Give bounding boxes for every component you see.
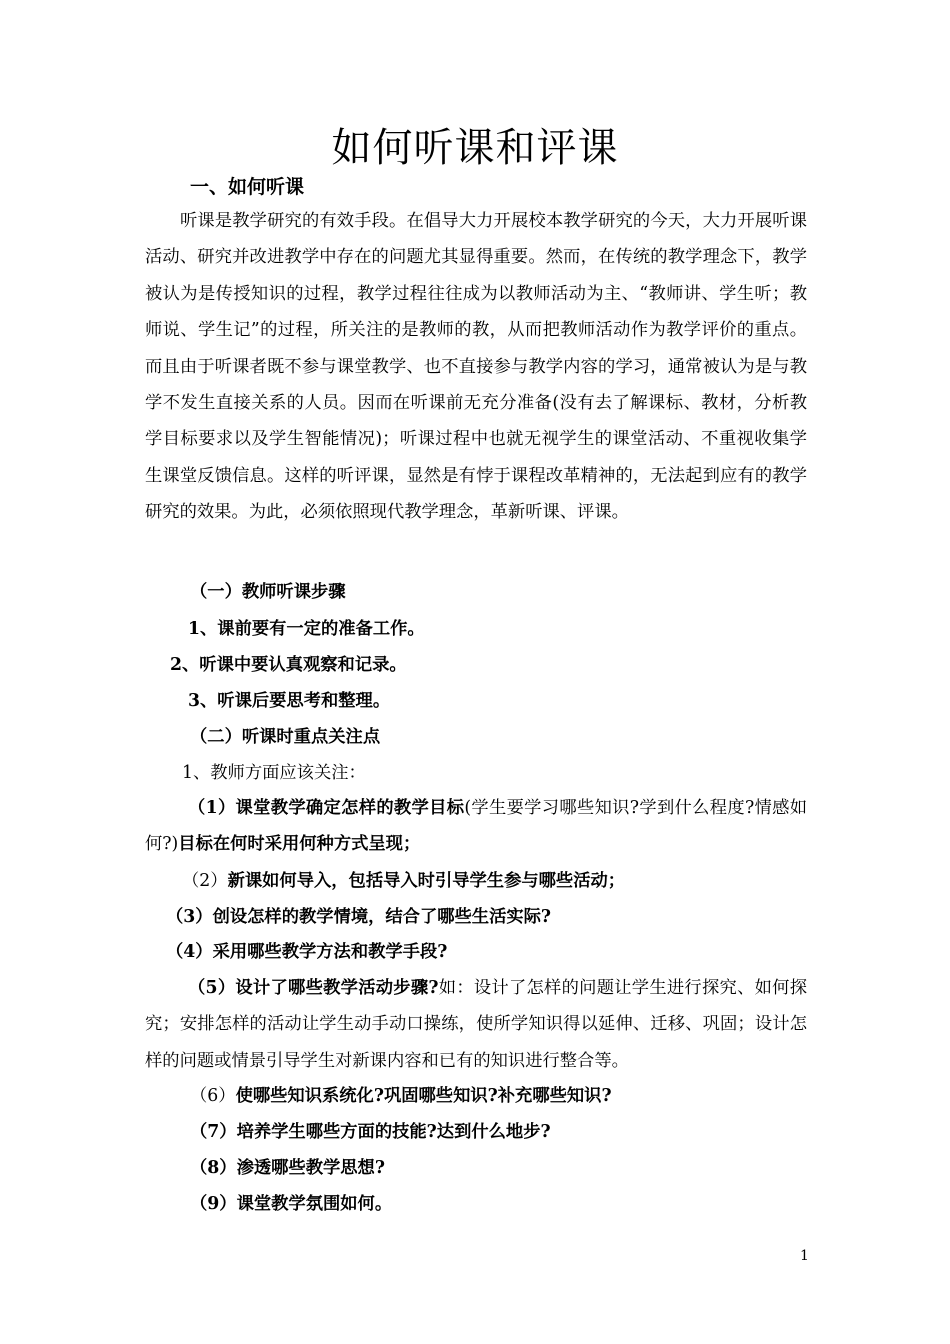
step-1: 1、课前要有一定的准备工作。	[188, 619, 425, 639]
focus-item-6-text: 使哪些知识系统化?巩固哪些知识?补充哪些知识?	[235, 1086, 612, 1106]
focus-item-1-bold-b: 目标在何时采用何种方式呈现；	[178, 834, 421, 855]
intro-paragraph: 听课是教学研究的有效手段。在倡导大力开展校本教学研究的今天，大力开展听课活动、研究并改进教学中存在的问题尤其显得重要。然而，在传统的教学理念下，教学被认为是传授知识的过程，教学过程往往成为以教师活动为主、“教师讲、学生听；教师说、学生记”的过程，所关注的是教师的教，从而把教师活动作为教学评价的重点。而且由于听课者既不参与课堂教学、也不直接参与教学内容的学习，通常被认为是与教学不发生直接关系的人员。因而在听课前无充分准备(没有去了解课标、教材，分析教学目标要求以及学生智能情况)；听课过程中也就无视学生的课堂活动、不重视收集学生课堂反馈信息。这样的听评课，显然是有悖于课程改革精神的，无法起到应有的教学研究的效果。为此，必须依照现代教学理念，革新听课、评课。	[145, 211, 807, 523]
page-title: 如何听课和评课	[331, 125, 619, 171]
focus-item-7: （7）培养学生哪些方面的技能?达到什么地步?	[190, 1122, 551, 1142]
step-3: 3、听课后要思考和整理。	[188, 691, 391, 711]
focus-item-1-bold: （1）课堂教学确定怎样的教学目标	[188, 798, 465, 818]
focus-item-2	[182, 869, 625, 893]
subheading-focus: （二）听课时重点关注点	[190, 727, 381, 747]
focus-item-6	[190, 1084, 612, 1108]
focus-item-5-bold: （5）设计了哪些教学活动步骤?	[188, 978, 439, 998]
focus-item-1	[145, 790, 807, 863]
focus-item-1-note: (学生要学习哪些知识?学到什么程度?情感如何?)	[145, 798, 808, 855]
focus-item-2-text: 新课如何导入，包括导入时引导学生参与哪些活动；	[227, 871, 626, 891]
focus-item-6-prefix: （6）	[190, 1086, 236, 1106]
focus-item-9: （9）课堂教学氛围如何。	[190, 1194, 393, 1214]
focus-item-8: （8）渗透哪些教学思想?	[190, 1158, 385, 1178]
focus-item-5	[145, 970, 807, 1079]
subheading-steps: （一）教师听课步骤	[190, 582, 346, 602]
teacher-focus-heading: 1、教师方面应该关注：	[182, 763, 366, 783]
section-heading: 一、如何听课	[190, 176, 305, 198]
page-number: 1	[800, 1248, 809, 1264]
focus-item-5-text: 如：设计了怎样的问题让学生进行探究、如何探究；安排怎样的活动让学生动手动口操练，使所学知识得以延伸、迁移、巩固；设计怎样的问题或情景引导学生对新课内容和已有的知识进行整合等。	[145, 978, 807, 1071]
step-2: 2、听课中要认真观察和记录。	[170, 655, 407, 675]
focus-item-2-prefix: （2）	[182, 871, 228, 891]
focus-item-4: （4）采用哪些教学方法和教学手段?	[166, 942, 448, 962]
focus-item-3: （3）创设怎样的教学情境，结合了哪些生活实际?	[166, 907, 552, 927]
